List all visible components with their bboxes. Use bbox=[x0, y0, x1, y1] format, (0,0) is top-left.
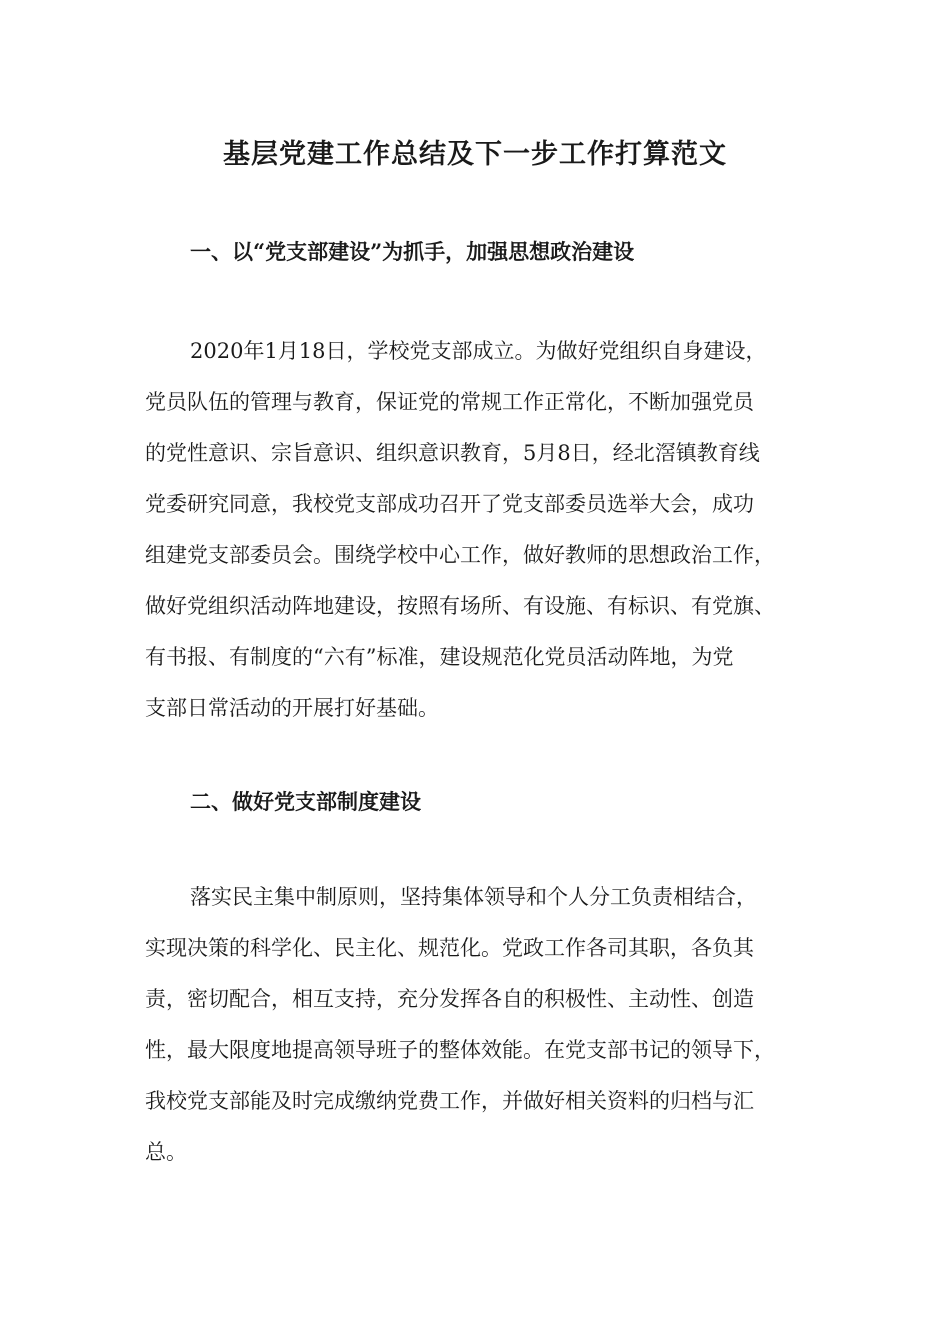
section-paragraph-1 bbox=[145, 326, 805, 734]
section-heading-1: 一、以“党支部建设”为抓手，加强思想政治建设 bbox=[190, 239, 635, 264]
paragraph-line: 实现决策的科学化、民主化、规范化。党政工作各司其职，各负其 bbox=[145, 936, 754, 960]
paragraph-line: 2020年1月18日，学校党支部成立。为做好党组织自身建设， bbox=[190, 339, 767, 363]
paragraph-line: 有书报、有制度的“六有”标准，建设规范化党员活动阵地，为党 bbox=[145, 645, 734, 669]
paragraph-line: 总。 bbox=[145, 1140, 187, 1164]
paragraph-line: 做好党组织活动阵地建设，按照有场所、有设施、有标识、有党旗、 bbox=[145, 594, 775, 618]
paragraph-line: 我校党支部能及时完成缴纳党费工作，并做好相关资料的归档与汇 bbox=[145, 1089, 754, 1113]
section-paragraph-2 bbox=[145, 872, 805, 1178]
paragraph-line: 组建党支部委员会。围绕学校中心工作，做好教师的思想政治工作， bbox=[145, 543, 775, 567]
paragraph-line: 党委研究同意，我校党支部成功召开了党支部委员选举大会，成功 bbox=[145, 492, 754, 516]
section-heading-2: 二、做好党支部制度建设 bbox=[190, 789, 421, 814]
paragraph-line: 的党性意识、宗旨意识、组织意识教育，5月8日，经北滘镇教育线 bbox=[145, 441, 760, 465]
paragraph-line: 责，密切配合，相互支持，充分发挥各自的积极性、主动性、创造 bbox=[145, 987, 754, 1011]
paragraph-line: 性，最大限度地提高领导班子的整体效能。在党支部书记的领导下， bbox=[145, 1038, 775, 1062]
paragraph-line: 支部日常活动的开展打好基础。 bbox=[145, 696, 439, 720]
paragraph-line: 党员队伍的管理与教育，保证党的常规工作正常化，不断加强党员 bbox=[145, 390, 754, 414]
document-title: 基层党建工作总结及下一步工作打算范文 bbox=[223, 139, 727, 170]
paragraph-line: 落实民主集中制原则，坚持集体领导和个人分工负责相结合， bbox=[190, 885, 757, 909]
